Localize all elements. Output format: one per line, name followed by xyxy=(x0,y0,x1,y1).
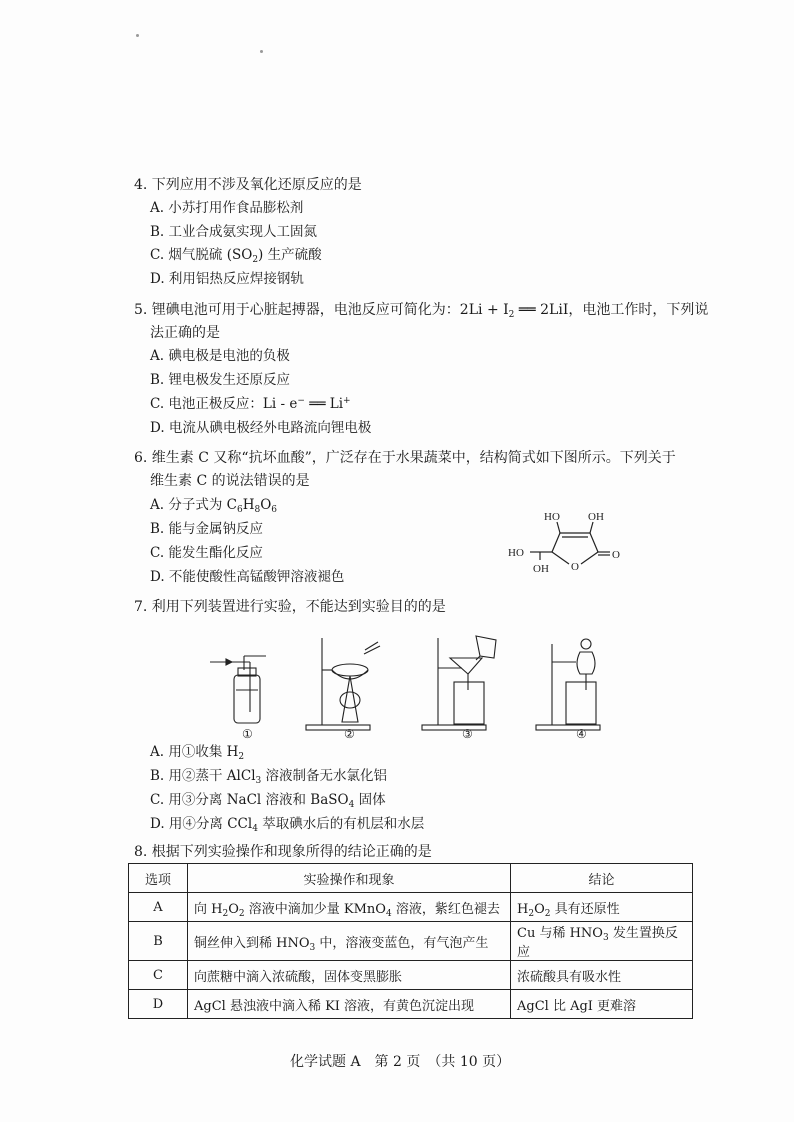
table-cell-operation: 铜丝伸入到稀 $HNO_3$ 中，溶液变蓝色，有气泡产生 xyxy=(188,922,511,961)
q6-option-c: C. 能发生酯化反应 xyxy=(150,545,263,561)
q5-option-b: B. 锂电极发生还原反应 xyxy=(150,372,291,388)
table-header: 实验操作和现象 xyxy=(188,864,511,893)
q6-option-d: D. 不能使酸性高锰酸钾溶液褪色 xyxy=(150,569,345,585)
table-cell-conclusion: AgCl 比 AgI 更难溶 xyxy=(511,990,693,1019)
q5-stem-line2: 法正确的是 xyxy=(150,325,220,341)
apparatus-label-3: ③ xyxy=(462,727,473,741)
table-header: 选项 xyxy=(129,864,188,893)
apparatus-figure xyxy=(200,630,620,742)
q6-option-b: B. 能与金属钠反应 xyxy=(150,521,264,537)
q8-table xyxy=(128,863,693,1019)
hydroxyl-label: OH xyxy=(533,563,549,575)
table-cell-operation: 向蔗糖中滴入浓硫酸，固体变黑膨胀 xyxy=(188,961,511,990)
table-cell-operation: AgCl 悬浊液中滴入稀 KI 溶液，有黄色沉淀出现 xyxy=(188,990,511,1019)
apparatus-label-2: ② xyxy=(344,727,355,741)
table-cell-option: C xyxy=(129,961,188,990)
table-row xyxy=(129,893,693,922)
page-footer: 化学试题 A 第 2 页 （共 10 页） xyxy=(290,1054,511,1070)
apparatus-label-1: ① xyxy=(242,727,253,741)
q4-option-b: B. 工业合成氨实现人工固氮 xyxy=(150,224,318,240)
table-header: 结论 xyxy=(511,864,693,893)
q4-option-a: A. 小苏打用作食品膨松剂 xyxy=(150,200,304,216)
filtration-setup xyxy=(422,636,496,730)
q6-option-a: A. 分子式为 $C_6H_8O_6$ xyxy=(150,497,278,515)
hydroxyl-label: OH xyxy=(588,511,604,523)
scan-speck xyxy=(260,50,263,53)
table-row xyxy=(129,961,693,990)
q5-option-d: D. 电流从碘电极经外电路流向锂电极 xyxy=(150,420,372,436)
q5-stem-line1: 5. 锂碘电池可用于心脏起搏器，电池反应可简化为：$2Li + I_2$ ══ 2LiI，电池工作时，下列说 xyxy=(134,302,709,320)
table-cell-operation: 向 $H_2O_2$ 溶液中滴加少量 KMnO$_4$ 溶液，紫红色褪去 xyxy=(188,893,511,922)
evaporation-setup xyxy=(306,638,380,730)
table-header-row xyxy=(129,864,693,893)
q5-option-a: A. 碘电极是电池的负极 xyxy=(150,348,290,364)
separatory-funnel-setup xyxy=(536,639,600,730)
q7-option-d: D. 用④分离 CCl$_4$ 萃取碘水后的有机层和水层 xyxy=(150,816,425,834)
table-row xyxy=(129,990,693,1019)
table-cell-conclusion: 浓硫酸具有吸水性 xyxy=(511,961,693,990)
q8-stem: 8. 根据下列实验操作和现象所得的结论正确的是 xyxy=(134,844,432,860)
q5-option-c: C. 电池正极反应：Li - e− ══ Li+ xyxy=(150,396,351,412)
gas-collection-bottle xyxy=(210,656,266,723)
q6-stem-line1: 6. 维生素 C 又称“抗坏血酸”，广泛存在于水果蔬菜中，结构简式如下图所示。下列关于 xyxy=(134,450,676,466)
scan-speck xyxy=(136,34,139,37)
apparatus-label-4: ④ xyxy=(576,727,587,741)
q7-stem: 7. 利用下列装置进行实验，不能达到实验目的的是 xyxy=(134,599,446,615)
table-cell-option: B xyxy=(129,922,188,961)
table-cell-option: A xyxy=(129,893,188,922)
q6-stem-line2: 维生素 C 的说法错误的是 xyxy=(150,473,310,489)
hydroxyl-label: HO xyxy=(508,547,524,559)
ring-oxygen-label: O xyxy=(571,561,579,573)
q4-option-d: D. 利用铝热反应焊接钢轨 xyxy=(150,271,304,287)
table-cell-option: D xyxy=(129,990,188,1019)
q7-option-b: B. 用②蒸干 AlCl$_3$ 溶液制备无水氯化铝 xyxy=(150,768,388,786)
q7-option-a: A. 用①收集 $H_2$ xyxy=(150,744,245,762)
carbonyl-oxygen-label: O xyxy=(612,549,620,561)
vitamin-c-structure xyxy=(500,500,640,590)
q4-option-c: C. 烟气脱硫 $(SO_2)$ 生产硫酸 xyxy=(150,247,322,265)
hydroxyl-label: HO xyxy=(544,511,560,523)
q7-option-c: C. 用③分离 NaCl 溶液和 BaSO$_4$ 固体 xyxy=(150,792,386,810)
table-cell-conclusion: Cu 与稀 $HNO_3$ 发生置换反应 xyxy=(511,922,693,961)
table-cell-conclusion: $H_2O_2$ 具有还原性 xyxy=(511,893,693,922)
table-row xyxy=(129,922,693,961)
q4-stem: 4. 下列应用不涉及氧化还原反应的是 xyxy=(134,177,362,193)
